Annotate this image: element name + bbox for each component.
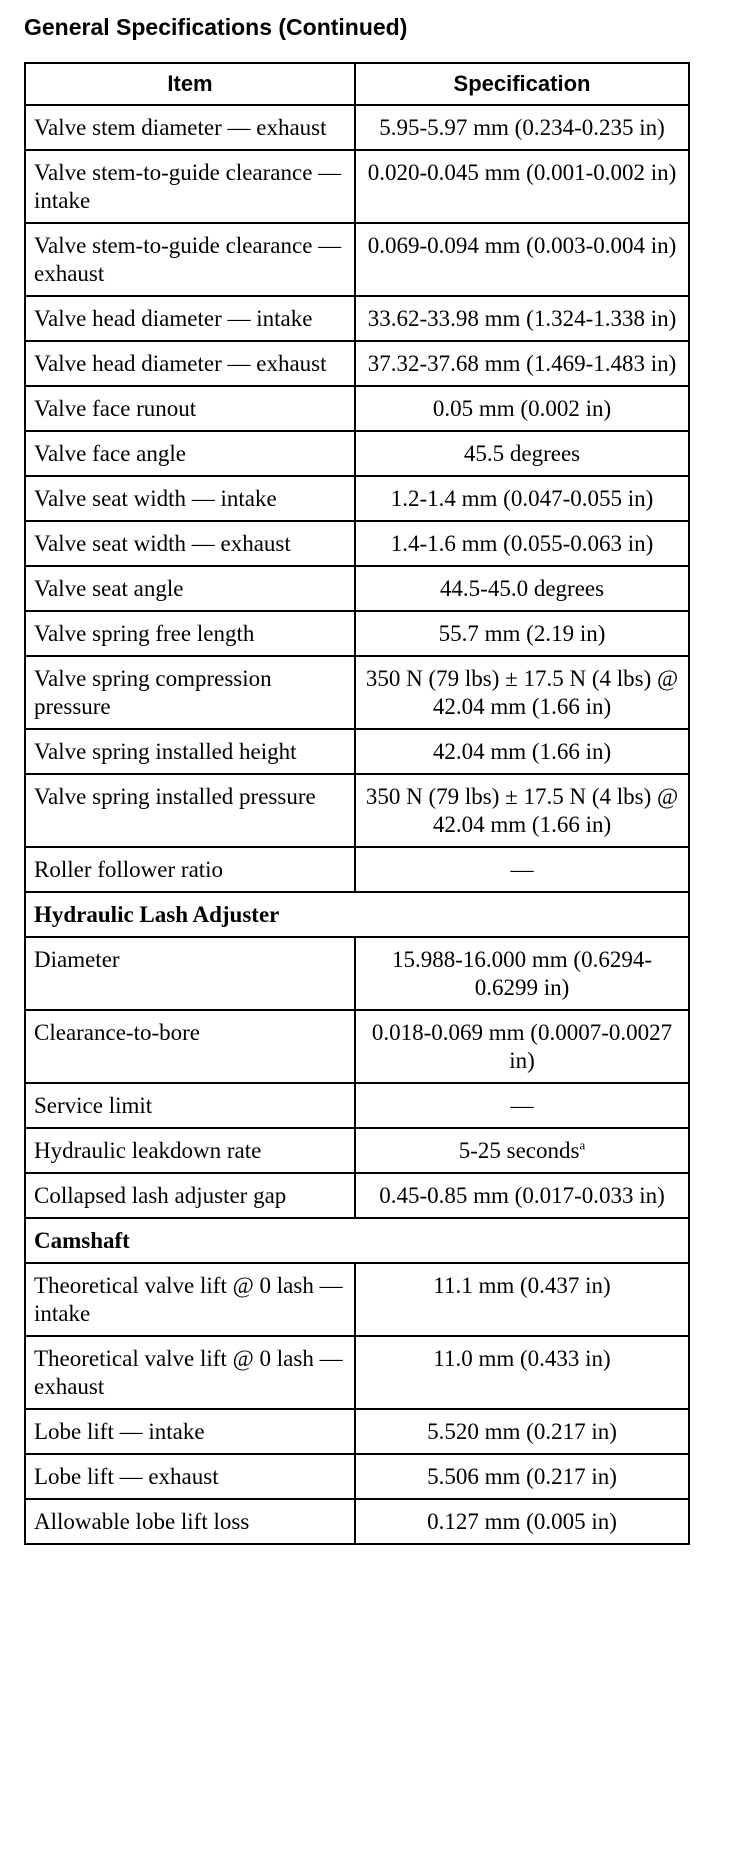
item-cell: Valve spring compression pressure bbox=[25, 656, 355, 729]
specification-cell: 1.4-1.6 mm (0.055-0.063 in) bbox=[355, 521, 689, 566]
item-cell: Valve spring installed height bbox=[25, 729, 355, 774]
table-row bbox=[25, 774, 689, 847]
table-row bbox=[25, 847, 689, 892]
item-cell: Valve spring installed pressure bbox=[25, 774, 355, 847]
specification-cell: 0.069-0.094 mm (0.003-0.004 in) bbox=[355, 223, 689, 296]
specification-cell: — bbox=[355, 1083, 689, 1128]
specification-cell: 37.32-37.68 mm (1.469-1.483 in) bbox=[355, 341, 689, 386]
table-row bbox=[25, 386, 689, 431]
item-cell: Diameter bbox=[25, 937, 355, 1010]
section-header-row bbox=[25, 892, 689, 937]
footnote-marker: a bbox=[579, 1137, 586, 1153]
item-cell: Valve spring free length bbox=[25, 611, 355, 656]
specification-cell: 5.95-5.97 mm (0.234-0.235 in) bbox=[355, 105, 689, 150]
table-row bbox=[25, 729, 689, 774]
specification-cell: 42.04 mm (1.66 in) bbox=[355, 729, 689, 774]
specifications-table bbox=[24, 62, 690, 1545]
item-cell: Service limit bbox=[25, 1083, 355, 1128]
item-cell: Valve face runout bbox=[25, 386, 355, 431]
item-cell: Valve head diameter — intake bbox=[25, 296, 355, 341]
table-row bbox=[25, 611, 689, 656]
section-title: Hydraulic Lash Adjuster bbox=[25, 892, 689, 937]
section-title: Camshaft bbox=[25, 1218, 689, 1263]
specification-cell: 55.7 mm (2.19 in) bbox=[355, 611, 689, 656]
column-header-item: Item bbox=[25, 63, 355, 105]
specification-cell: 11.1 mm (0.437 in) bbox=[355, 1263, 689, 1336]
specification-cell: 33.62-33.98 mm (1.324-1.338 in) bbox=[355, 296, 689, 341]
table-row bbox=[25, 1128, 689, 1173]
specification-cell: — bbox=[355, 847, 689, 892]
specification-cell: 0.05 mm (0.002 in) bbox=[355, 386, 689, 431]
item-cell: Valve stem-to-guide clearance — exhaust bbox=[25, 223, 355, 296]
specification-cell: 0.018-0.069 mm (0.0007-0.0027 in) bbox=[355, 1010, 689, 1083]
specification-cell: 0.127 mm (0.005 in) bbox=[355, 1499, 689, 1544]
specification-cell: 5.520 mm (0.217 in) bbox=[355, 1409, 689, 1454]
table-row bbox=[25, 937, 689, 1010]
table-body bbox=[25, 105, 689, 1544]
item-cell: Allowable lobe lift loss bbox=[25, 1499, 355, 1544]
table-row bbox=[25, 521, 689, 566]
table-row bbox=[25, 1263, 689, 1336]
item-cell: Lobe lift — intake bbox=[25, 1409, 355, 1454]
specification-cell: 1.2-1.4 mm (0.047-0.055 in) bbox=[355, 476, 689, 521]
table-row bbox=[25, 656, 689, 729]
item-cell: Theoretical valve lift @ 0 lash — exhaust bbox=[25, 1336, 355, 1409]
item-cell: Roller follower ratio bbox=[25, 847, 355, 892]
specification-cell: 45.5 degrees bbox=[355, 431, 689, 476]
specification-cell: 0.45-0.85 mm (0.017-0.033 in) bbox=[355, 1173, 689, 1218]
specification-cell: 350 N (79 lbs) ± 17.5 N (4 lbs) @ 42.04 mm (1.66 in) bbox=[355, 656, 689, 729]
table-header-row bbox=[25, 63, 689, 105]
table-row bbox=[25, 566, 689, 611]
table-row bbox=[25, 1409, 689, 1454]
page-title: General Specifications (Continued) bbox=[24, 14, 408, 40]
table-row bbox=[25, 1499, 689, 1544]
table-row bbox=[25, 341, 689, 386]
specification-cell: 0.020-0.045 mm (0.001-0.002 in) bbox=[355, 150, 689, 223]
item-cell: Clearance-to-bore bbox=[25, 1010, 355, 1083]
table-row bbox=[25, 1010, 689, 1083]
specification-cell: 44.5-45.0 degrees bbox=[355, 566, 689, 611]
specification-cell: 5.506 mm (0.217 in) bbox=[355, 1454, 689, 1499]
specification-value: 5-25 seconds bbox=[458, 1138, 580, 1163]
item-cell: Valve seat width — intake bbox=[25, 476, 355, 521]
table-row bbox=[25, 431, 689, 476]
table-row bbox=[25, 296, 689, 341]
table-row bbox=[25, 476, 689, 521]
specification-cell bbox=[355, 1128, 689, 1173]
column-header-specification: Specification bbox=[355, 63, 689, 105]
item-cell: Valve head diameter — exhaust bbox=[25, 341, 355, 386]
table-row bbox=[25, 1454, 689, 1499]
table-row bbox=[25, 1336, 689, 1409]
specification-cell: 15.988-16.000 mm (0.6294-0.6299 in) bbox=[355, 937, 689, 1010]
item-cell: Theoretical valve lift @ 0 lash — intake bbox=[25, 1263, 355, 1336]
section-header-row bbox=[25, 1218, 689, 1263]
item-cell: Valve seat width — exhaust bbox=[25, 521, 355, 566]
item-cell: Lobe lift — exhaust bbox=[25, 1454, 355, 1499]
specification-cell: 350 N (79 lbs) ± 17.5 N (4 lbs) @ 42.04 mm (1.66 in) bbox=[355, 774, 689, 847]
item-cell: Valve seat angle bbox=[25, 566, 355, 611]
table-row bbox=[25, 1173, 689, 1218]
item-cell: Valve face angle bbox=[25, 431, 355, 476]
table-row bbox=[25, 150, 689, 223]
item-cell: Hydraulic leakdown rate bbox=[25, 1128, 355, 1173]
table-row bbox=[25, 105, 689, 150]
item-cell: Valve stem diameter — exhaust bbox=[25, 105, 355, 150]
table-row bbox=[25, 223, 689, 296]
table-row bbox=[25, 1083, 689, 1128]
item-cell: Valve stem-to-guide clearance — intake bbox=[25, 150, 355, 223]
specification-cell: 11.0 mm (0.433 in) bbox=[355, 1336, 689, 1409]
item-cell: Collapsed lash adjuster gap bbox=[25, 1173, 355, 1218]
